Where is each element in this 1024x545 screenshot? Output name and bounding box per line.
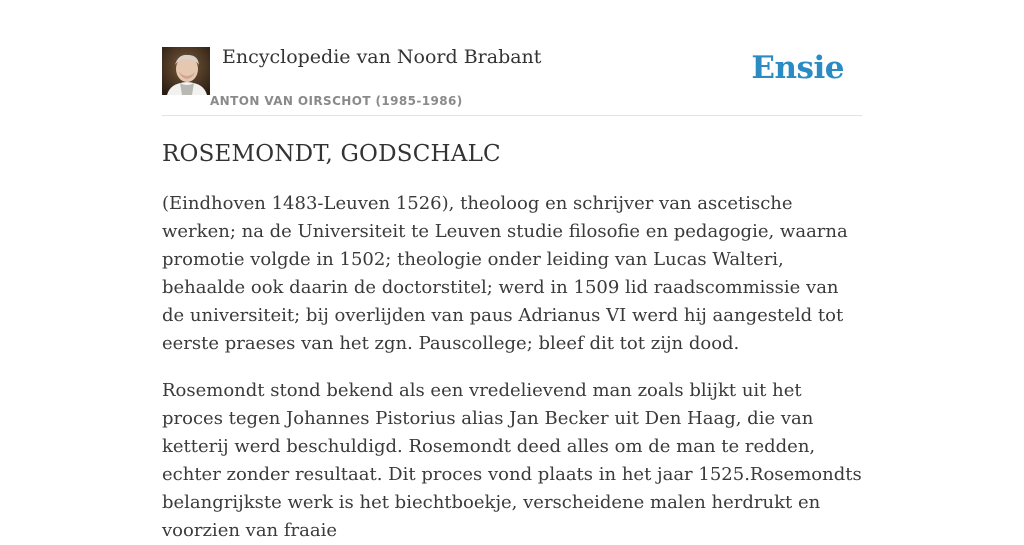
article-page bbox=[162, 0, 862, 541]
ensie-logo[interactable]: Ensie bbox=[751, 50, 844, 86]
entry-paragraph: (Eindhoven 1483-Leuven 1526), theoloog en schrijver van ascetische werken; na de Universiteit te Leuven studie filosofie en pedagogie, waarna promotie volgde in 1502; theologie onder leiding van Lucas Walteri, behaalde ook daarin de doctorstitel; werd in 1509 lid raadscommissie van de universiteit; bij overlijden van paus Adrianus VI werd hij aangesteld tot eerste praeses van het zgn. Pauscollege; bleef dit tot zijn dood. bbox=[162, 193, 848, 354]
article-header bbox=[162, 0, 862, 116]
entry-title: ROSEMONDT, GODSCHALC bbox=[162, 141, 501, 167]
source-title[interactable]: Encyclopedie van Noord Brabant bbox=[222, 46, 542, 68]
entry-paragraph: Rosemondt stond bekend als een vredelievend man zoals blijkt uit het proces tegen Johannes Pistorius alias Jan Becker uit Den Haag, die van ketterij werd beschuldigd. Rosemondt deed alles om de man te redden, echter zonder resultaat. Dit proces vond plaats in het jaar 1525.Rosemondts belangrijkste werk is het biechtboekje, verscheidene malen herdrukt en voorzien van fraaie bbox=[162, 380, 862, 541]
author-avatar[interactable] bbox=[162, 47, 210, 95]
source-author[interactable]: ANTON VAN OIRSCHOT (1985-1986) bbox=[210, 94, 463, 108]
